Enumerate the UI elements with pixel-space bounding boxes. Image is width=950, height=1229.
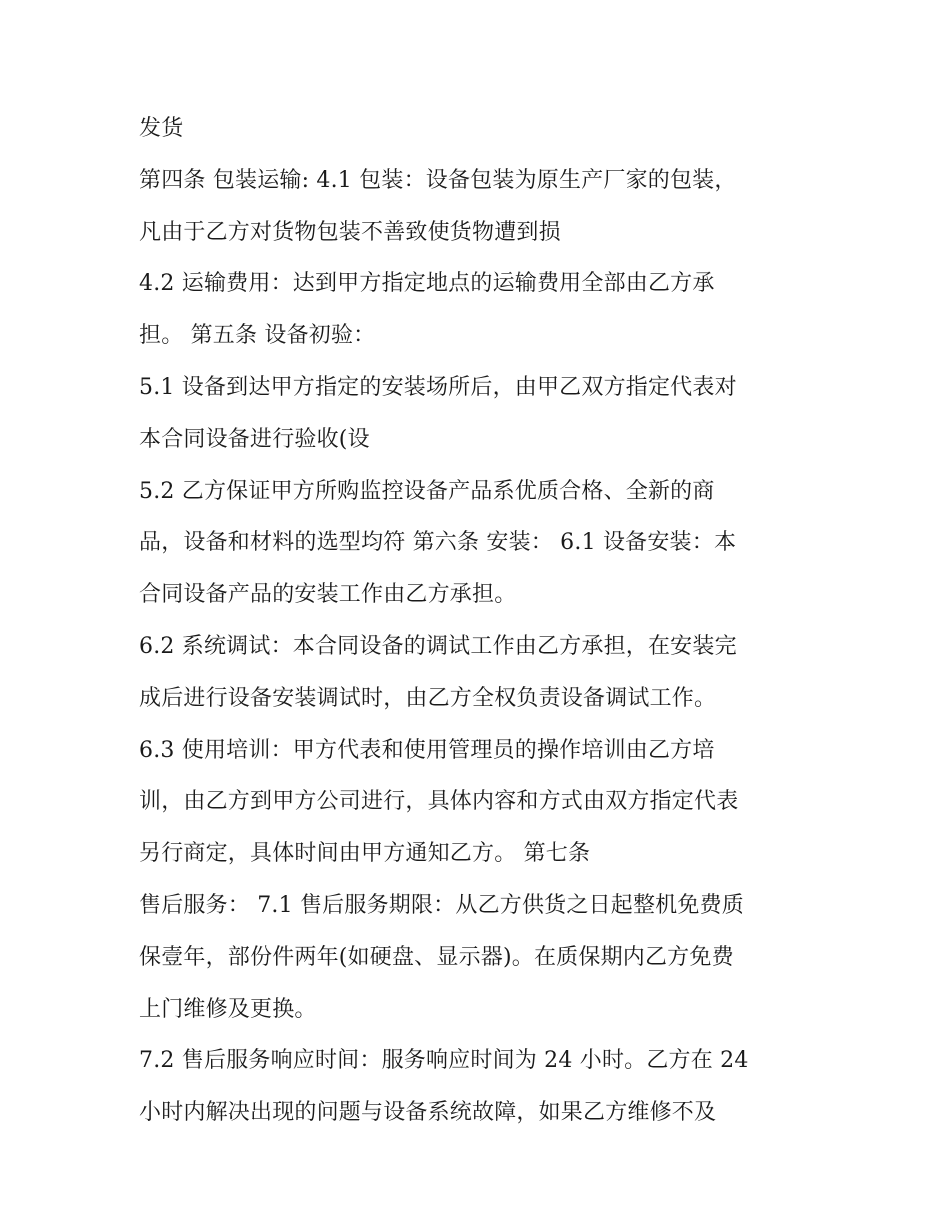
text-line-7-1: 售后服务： 7.1 售后服务期限：从乙方供货之日起整机免费质 xyxy=(139,892,744,918)
contract-text xyxy=(139,103,829,1139)
text-line-article6: 品，设备和材料的选型均符 第六条 安装： 6.1 设备安装：本 xyxy=(139,530,737,556)
text-line: 成后进行设备安装调试时，由乙方全权负责设备调试工作。 xyxy=(139,685,717,711)
text-line-7-2: 7.2 售后服务响应时间：服务响应时间为 24 小时。乙方在 24 xyxy=(139,1048,749,1074)
text-line-article4-packaging: 第四条 包装运输: 4.1 包装：设备包装为原生产厂家的包装， xyxy=(139,167,737,193)
text-line-article7: 另行商定，具体时间由甲方通知乙方。 第七条 xyxy=(139,841,591,867)
text-line: 合同设备产品的安装工作由乙方承担。 xyxy=(139,582,517,608)
text-line: 小时内解决出现的问题与设备系统故障，如果乙方维修不及 xyxy=(139,1100,717,1126)
text-line: 上门维修及更换。 xyxy=(139,996,317,1022)
text-line-6-3: 6.3 使用培训：甲方代表和使用管理员的操作培训由乙方培 xyxy=(139,737,715,763)
text-line-5-2: 5.2 乙方保证甲方所购监控设备产品系优质合格、全新的商 xyxy=(139,478,715,504)
text-line-article5: 担。 第五条 设备初验： xyxy=(139,323,376,349)
text-line: 保壹年，部份件两年(如硬盘、显示器)。在质保期内乙方免费 xyxy=(139,944,734,970)
text-line-5-1: 5.1 设备到达甲方指定的安装场所后，由甲乙双方指定代表对 xyxy=(139,374,737,400)
text-line-shipping: 发货 xyxy=(139,116,184,141)
text-line: 凡由于乙方对货物包装不善致使货物遭到损 xyxy=(139,219,561,245)
text-line: 本合同设备进行验收(设 xyxy=(139,426,370,452)
text-line: 训，由乙方到甲方公司进行，具体内容和方式由双方指定代表 xyxy=(139,789,739,815)
text-line-6-2: 6.2 系统调试：本合同设备的调试工作由乙方承担，在安装完 xyxy=(139,633,737,659)
text-line-transport-cost: 4.2 运输费用：达到甲方指定地点的运输费用全部由乙方承 xyxy=(139,271,715,297)
